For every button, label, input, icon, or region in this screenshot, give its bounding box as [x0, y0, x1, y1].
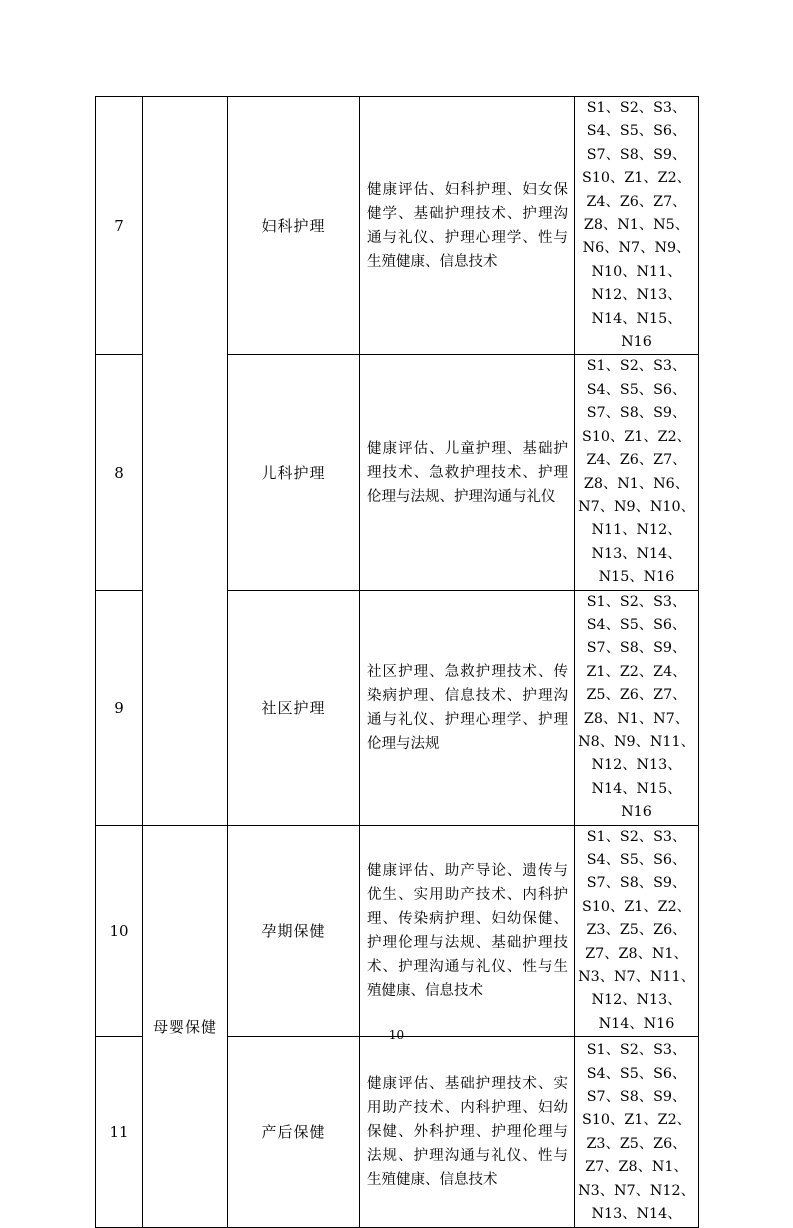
course-content: 健康评估、妇科护理、妇女保健学、基础护理技术、护理沟通与礼仪、护理心理学、性与生殖健康、信息技术 — [360, 97, 575, 355]
course-content: 健康评估、基础护理技术、实用助产技术、内科护理、妇幼保健、外科护理、护理伦理与法规、护理沟通与礼仪、性与生殖健康、信息技术 — [360, 1037, 575, 1227]
competency-codes: S1、S2、S3、S4、S5、S6、S7、S8、S9、S10、Z1、Z2、Z4、Z6、Z7、Z8、N1、N5、N6、N7、N9、N10、N11、N12、N13、N14、N15、N16 — [575, 97, 699, 355]
competency-codes: S1、S2、S3、S4、S5、S6、S7、S8、S9、S10、Z1、Z2、Z4、Z6、Z7、Z8、N1、N6、N7、N9、N10、N11、N12、N13、N14、N15、N16 — [575, 355, 699, 590]
curriculum-table — [95, 96, 699, 1228]
competency-codes: S1、S2、S3、S4、S5、S6、S7、S8、S9、S10、Z1、Z2、Z3、Z5、Z6、Z7、Z8、N1、N3、N7、N11、N12、N13、N14、N16 — [575, 825, 699, 1037]
row-number: 9 — [96, 590, 143, 825]
course-content: 社区护理、急救护理技术、传染病护理、信息技术、护理沟通与礼仪、护理心理学、护理伦理与法规 — [360, 590, 575, 825]
category-mch: 母婴保健 — [143, 825, 228, 1227]
category-cell — [143, 97, 228, 826]
course-name: 孕期保健 — [228, 825, 360, 1037]
course-name: 产后保健 — [228, 1037, 360, 1227]
course-content: 健康评估、儿童护理、基础护理技术、急救护理技术、护理伦理与法规、护理沟通与礼仪 — [360, 355, 575, 590]
table-row — [96, 97, 699, 355]
row-number: 11 — [96, 1037, 143, 1227]
course-content: 健康评估、助产导论、遗传与优生、实用助产技术、内科护理、传染病护理、妇幼保健、护理伦理与法规、基础护理技术、护理沟通与礼仪、性与生殖健康、信息技术 — [360, 825, 575, 1037]
row-number: 10 — [96, 825, 143, 1037]
table-row — [96, 825, 699, 1037]
competency-codes: S1、S2、S3、S4、S5、S6、S7、S8、S9、S10、Z1、Z2、Z3、Z5、Z6、Z7、Z8、N1、N3、N7、N12、N13、N14、 — [575, 1037, 699, 1227]
competency-codes: S1、S2、S3、S4、S5、S6、S7、S8、S9、Z1、Z2、Z4、Z5、Z6、Z7、Z8、N1、N7、N8、N9、N11、N12、N13、N14、N15、N16 — [575, 590, 699, 825]
row-number: 7 — [96, 97, 143, 355]
course-name: 社区护理 — [228, 590, 360, 825]
course-name: 妇科护理 — [228, 97, 360, 355]
page-number: 10 — [388, 1028, 405, 1042]
row-number: 8 — [96, 355, 143, 590]
course-name: 儿科护理 — [228, 355, 360, 590]
